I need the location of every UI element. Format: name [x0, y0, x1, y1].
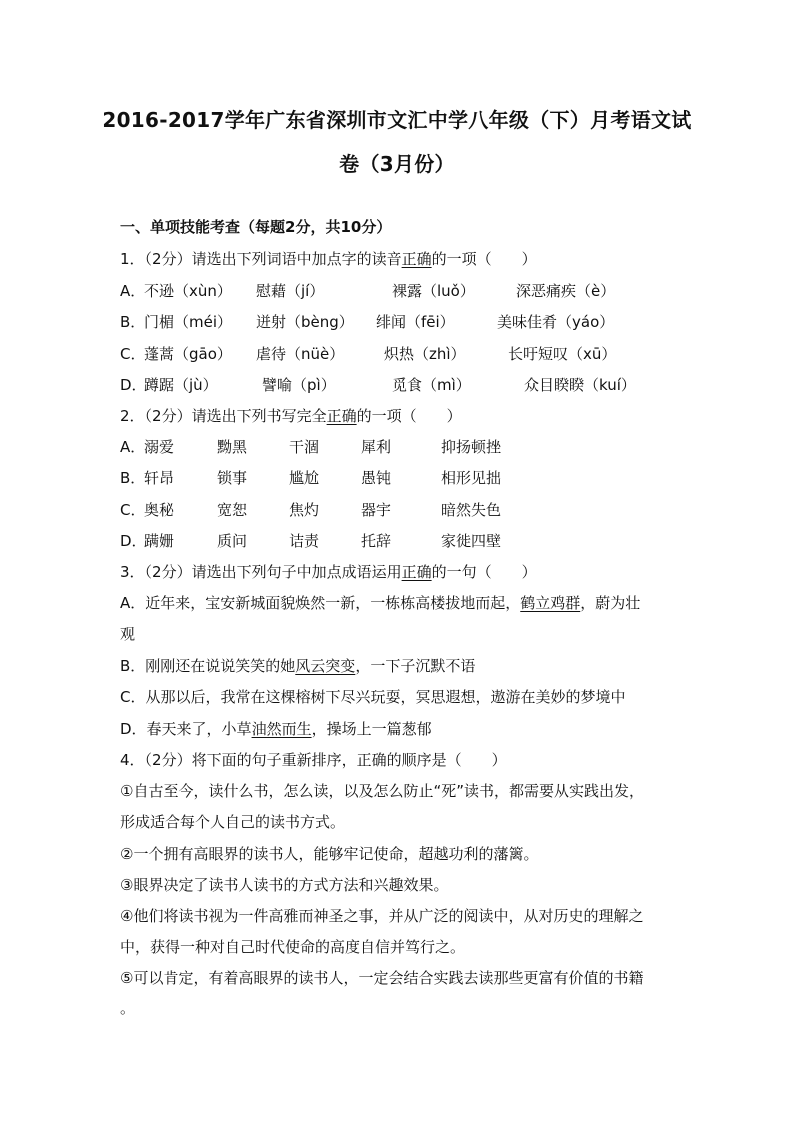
option-item: 犀利 — [361, 438, 392, 456]
option-label: C． — [120, 345, 146, 363]
option-item: 深恶痛疾（è） — [516, 282, 616, 300]
option-text: ，一下子沉默不语 — [355, 657, 476, 675]
option-idiom: 油然而生 — [251, 720, 312, 738]
option-item: 诘责 — [289, 532, 320, 550]
question-4-sentence: 形成适合每个人自己的读书方式。 — [120, 813, 346, 831]
option-item: 托辞 — [361, 532, 392, 550]
question-4-sentence: ③眼界决定了读书人读书的方式方法和兴趣效果。 — [120, 876, 449, 894]
stem-underlined: 正确 — [326, 407, 357, 425]
option-idiom: 风云突变 — [295, 657, 356, 675]
option-item: 焦灼 — [289, 501, 320, 519]
option-item: 虐待（nüè） — [256, 345, 345, 363]
stem-underlined: 正确 — [401, 563, 432, 581]
stem-text: 1．（2分）请选出下列词语中加点字的读音 — [120, 250, 402, 268]
option-item: 轩昂 — [144, 469, 175, 487]
option-item: 蓬蒿（gāo） — [144, 345, 232, 363]
option-text: ，蔚为壮 — [580, 594, 641, 612]
question-2-stem — [120, 405, 462, 426]
option-item: 炽热（zhì） — [384, 345, 466, 363]
option-item: 裸露（luǒ） — [392, 282, 475, 300]
document-title-line2: 卷（3月份） — [339, 152, 455, 176]
option-item: 溺爱 — [144, 438, 175, 456]
option-item: 美味佳肴（yáo） — [497, 313, 615, 331]
stem-underlined: 正确 — [401, 250, 432, 268]
option-item: 门楣（méi） — [144, 313, 233, 331]
option-text: A．近年来，宝安新城面貌焕然一新，一栋栋高楼拔地而起， — [120, 594, 521, 612]
stem-text: 2．（2分）请选出下列书写完全 — [120, 407, 327, 425]
stem-text: 的一句（ ） — [431, 563, 537, 581]
option-item: 家徙四壁 — [441, 532, 502, 550]
option-label: A． — [120, 438, 146, 456]
option-item: 干涸 — [289, 438, 320, 456]
option-item: 暗然失色 — [441, 501, 502, 519]
question-4-sentence: 。 — [120, 999, 136, 1017]
option-item: 质问 — [217, 532, 248, 550]
question-1-stem — [120, 248, 537, 269]
option-item: 绯闻（fēi） — [376, 313, 455, 331]
option-item: 抑扬顿挫 — [441, 438, 502, 456]
option-item: 宽恕 — [217, 501, 248, 519]
option-label: A． — [120, 282, 146, 300]
option-label: D． — [120, 532, 147, 550]
question-3-option-c: C．从那以后，我常在这棵榕树下尽兴玩耍，冥思遐想，遨游在美妙的梦境中 — [120, 688, 626, 706]
option-item: 譬喻（pì） — [262, 376, 336, 394]
option-item: 众目睽睽（kuí） — [524, 376, 636, 394]
question-3-option-a — [120, 592, 640, 613]
section-heading: 一、单项技能考查（每题2分，共10分） — [120, 218, 392, 236]
question-4-sentence: ④他们将读书视为一件高雅而神圣之事，并从广泛的阅读中，从对历史的理解之 — [120, 907, 644, 925]
option-item: 蹒姗 — [144, 532, 175, 550]
option-item: 慰藉（jí） — [256, 282, 325, 300]
question-3-option-d — [120, 718, 432, 739]
question-3-option-a-cont: 观 — [120, 625, 136, 643]
option-text: D．春天来了，小草 — [120, 720, 252, 738]
question-4-sentence: ①自古至今，读什么书，怎么读，以及怎么防止“死”读书，都需要从实践出发， — [120, 782, 644, 800]
document-title-line1: 2016-2017学年广东省深圳市文汇中学八年级（下）月考语文试 — [102, 108, 692, 132]
option-item: 迸射（bèng） — [256, 313, 354, 331]
option-idiom: 鹤立鸡群 — [520, 594, 581, 612]
option-label: B． — [120, 313, 146, 331]
stem-text: 的一项（ ） — [356, 407, 462, 425]
stem-text: 3．（2分）请选出下列句子中加点成语运用 — [120, 563, 402, 581]
question-4-stem: 4．（2分）将下面的句子重新排序，正确的顺序是（ ） — [120, 751, 507, 769]
stem-text: 的一项（ ） — [431, 250, 537, 268]
option-text: ，操场上一篇葱郁 — [311, 720, 432, 738]
question-4-sentence: ②一个拥有高眼界的读书人，能够牢记使命，超越功利的藩篱。 — [120, 845, 539, 863]
option-item: 不逊（xùn） — [144, 282, 232, 300]
option-label: B． — [120, 469, 146, 487]
option-item: 蹲踞（jù） — [144, 376, 218, 394]
question-4-sentence: ⑤可以肯定，有着高眼界的读书人，一定会结合实践去读那些更富有价值的书籍 — [120, 969, 644, 987]
option-text: B．刚刚还在说说笑笑的她 — [120, 657, 296, 675]
option-item: 奥秘 — [144, 501, 175, 519]
option-item: 尴尬 — [289, 469, 320, 487]
question-3-option-b — [120, 655, 475, 676]
question-4-sentence: 中，获得一种对自己时代使命的高度自信并笃行之。 — [120, 938, 466, 956]
option-item: 长吁短叹（xū） — [508, 345, 617, 363]
option-item: 觅食（mì） — [392, 376, 471, 394]
option-item: 锁事 — [217, 469, 248, 487]
option-item: 器宇 — [361, 501, 392, 519]
option-label: C． — [120, 501, 146, 519]
question-3-stem — [120, 561, 537, 582]
option-label: D． — [120, 376, 147, 394]
option-item: 黝黑 — [217, 438, 248, 456]
option-item: 相形见拙 — [441, 469, 502, 487]
option-item: 愚钝 — [361, 469, 392, 487]
